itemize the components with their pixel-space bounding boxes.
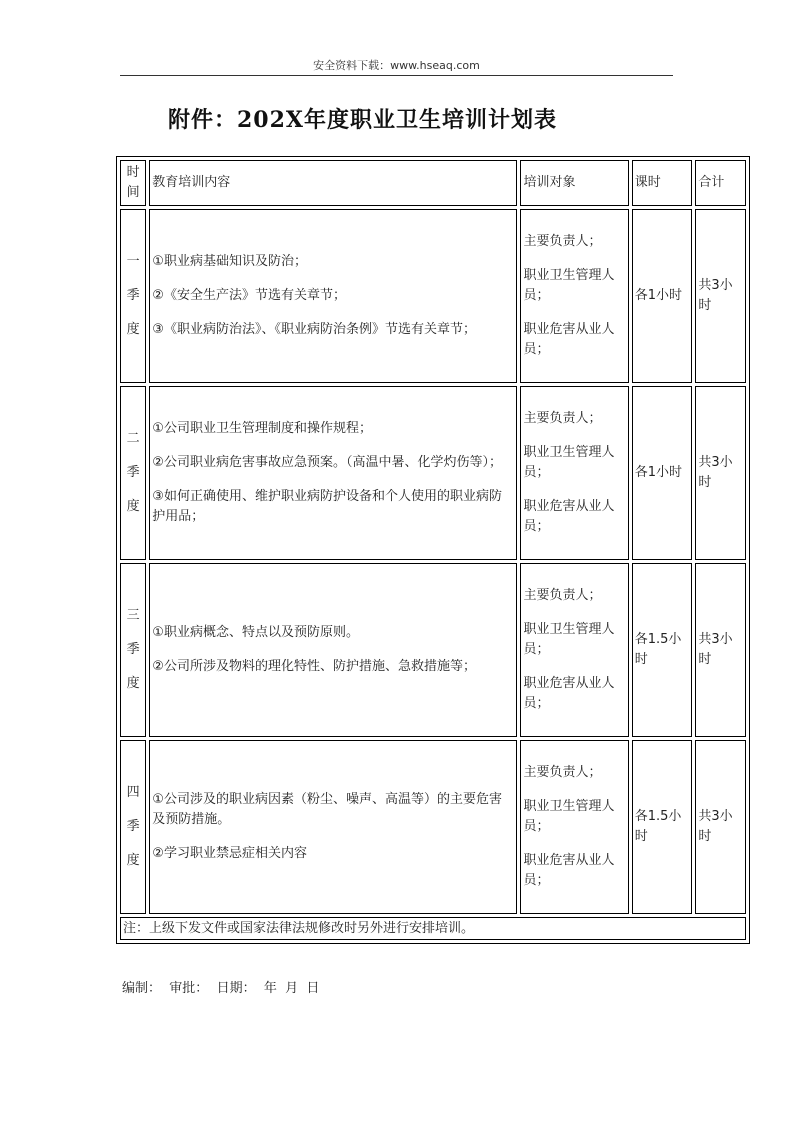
quarter-label: 一 季 度 <box>120 209 146 383</box>
content-item: ③《职业病防治法》、《职业病防治条例》节选有关章节； <box>152 322 476 337</box>
content-item: ②公司职业病危害事故应急预案。（高温中暑、化学灼伤等）； <box>152 455 502 470</box>
target-item: 职业危害从业人员； <box>523 499 615 534</box>
table-row <box>120 386 746 560</box>
table-row <box>120 740 746 914</box>
target-item: 职业危害从业人员； <box>523 676 615 711</box>
header-divider <box>120 75 673 76</box>
header-time: 时间 <box>120 160 146 206</box>
table-row <box>120 209 746 383</box>
target-item: 主要负责人； <box>523 765 602 780</box>
target-item: 职业卫生管理人员； <box>523 445 615 480</box>
header-hours: 课时 <box>632 160 693 206</box>
header-content: 教育培训内容 <box>149 160 517 206</box>
date-label: 日期： <box>216 981 256 996</box>
training-plan-table <box>116 156 750 944</box>
month-label: 月 <box>285 981 299 996</box>
target-item: 主要负责人； <box>523 588 602 603</box>
approved-label: 审批： <box>169 981 209 996</box>
document-title: 附件：202X年度职业卫生培训计划表 <box>168 107 557 133</box>
training-content <box>149 563 517 737</box>
quarter-label: 二 季 度 <box>120 386 146 560</box>
class-hours: 各1小时 <box>632 209 693 383</box>
content-item: ①公司职业卫生管理制度和操作规程； <box>152 421 372 436</box>
prepared-label: 编制： <box>122 981 162 996</box>
table-header-row <box>120 160 746 206</box>
total-hours: 共3小时 <box>695 386 746 560</box>
content-item: ①公司涉及的职业病因素（粉尘、噪声、高温等）的主要危害及预防措施。 <box>152 792 502 827</box>
training-targets <box>520 740 628 914</box>
target-item: 职业危害从业人员； <box>523 853 615 888</box>
training-content <box>149 209 517 383</box>
target-item: 主要负责人； <box>523 234 602 249</box>
quarter-label: 三 季 度 <box>120 563 146 737</box>
content-item: ③如何正确使用、维护职业病防护设备和个人使用的职业病防护用品； <box>152 489 502 524</box>
content-item: ①职业病基础知识及防治； <box>152 254 307 269</box>
day-label: 日 <box>306 981 320 996</box>
target-item: 职业卫生管理人员； <box>523 799 615 834</box>
content-item: ②《安全生产法》节选有关章节； <box>152 288 346 303</box>
training-targets <box>520 563 628 737</box>
total-hours: 共3小时 <box>695 563 746 737</box>
note-row <box>120 917 746 940</box>
target-item: 职业危害从业人员； <box>523 322 615 357</box>
signature-line <box>122 977 319 996</box>
page-header: 安全资料下载：www.hseaq.com <box>313 59 480 72</box>
training-targets <box>520 209 628 383</box>
content-item: ②学习职业禁忌症相关内容 <box>152 846 307 861</box>
target-item: 主要负责人； <box>523 411 602 426</box>
table-note: 注：上级下发文件或国家法律法规修改时另外进行安排培训。 <box>120 917 746 940</box>
header-target: 培训对象 <box>520 160 628 206</box>
training-targets <box>520 386 628 560</box>
training-content <box>149 386 517 560</box>
total-hours: 共3小时 <box>695 209 746 383</box>
class-hours: 各1.5小时 <box>632 740 693 914</box>
year-label: 年 <box>263 981 277 996</box>
content-item: ②公司所涉及物料的理化特性、防护措施、急救措施等； <box>152 659 476 674</box>
content-item: ①职业病概念、特点以及预防原则。 <box>152 625 359 640</box>
class-hours: 各1小时 <box>632 386 693 560</box>
quarter-label: 四 季 度 <box>120 740 146 914</box>
total-hours: 共3小时 <box>695 740 746 914</box>
header-total: 合计 <box>695 160 746 206</box>
training-content <box>149 740 517 914</box>
target-item: 职业卫生管理人员； <box>523 622 615 657</box>
target-item: 职业卫生管理人员； <box>523 268 615 303</box>
table-row <box>120 563 746 737</box>
class-hours: 各1.5小时 <box>632 563 693 737</box>
